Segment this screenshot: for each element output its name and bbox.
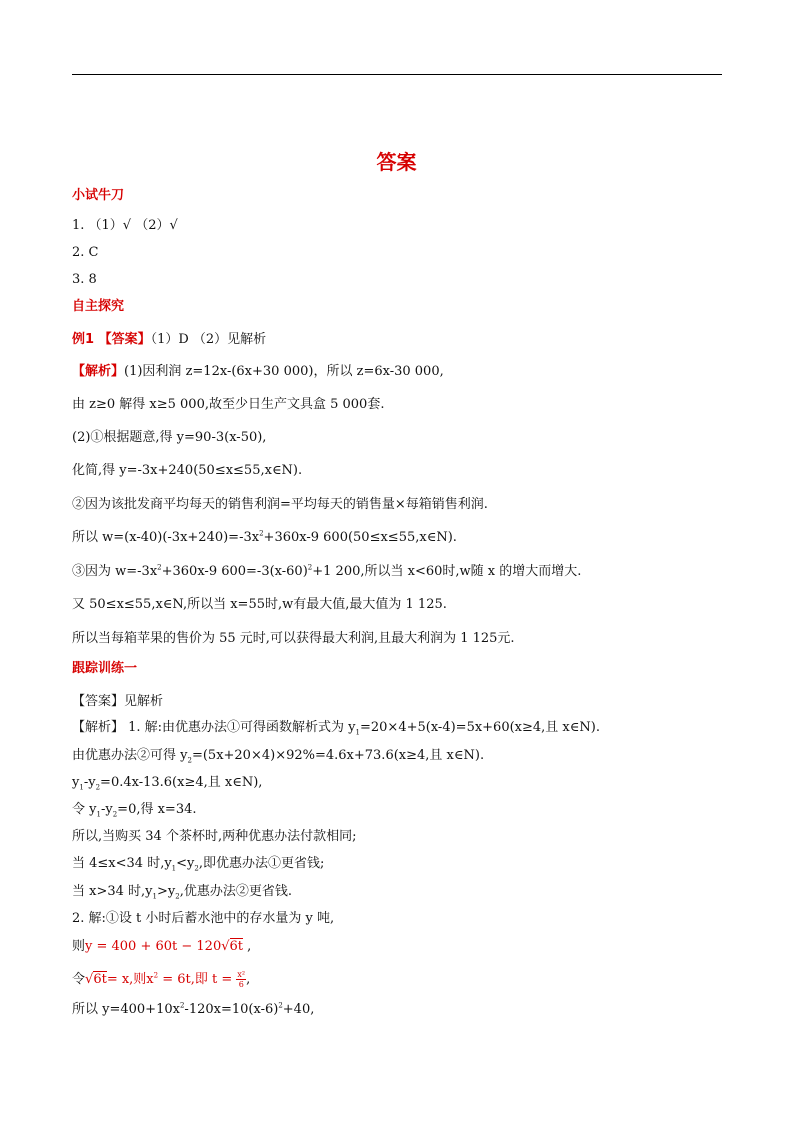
answer-line: 2. C [72, 245, 99, 260]
analysis-line: ②因为该批发商平均每天的销售利润=平均每天的销售量×每箱销售利润. [72, 497, 488, 512]
formula-line: 令√6t= x,则$x^2 = 6t$,即 t = $\frac{\text{x²}}{6}$ , [72, 970, 251, 989]
analysis-line: 化简,得 y=-3x+240(50≤x≤55,x∈N). [72, 463, 303, 478]
answer-line: 3. 8 [72, 272, 97, 287]
analysis-label: 【解析】 [72, 364, 125, 379]
analysis-line: 当 x>34 时$,y_1>y_2$,优惠办法②更省钱. [72, 884, 292, 901]
answer-line: 1. （1）√ （2）√ [72, 218, 178, 233]
section-heading: 跟踪训练一 [72, 661, 138, 676]
analysis-line: 由优惠办法②可得 $y_2=(5x+20\times 4)\times 92\%=4.6x+73.6(x\ge 4$,且 x∈N). [72, 748, 485, 765]
analysis-line: 所以 $y=400+10x^2-120x=10(x-6)^2+40$, [72, 1001, 315, 1017]
analysis-line: 所以当每箱苹果的售价为 55 元时,可以获得最大利润,且最大利润为 1 125元. [72, 631, 515, 646]
analysis-line: 又 50≤x≤55,x∈N,所以当 x=55时,w有最大值,最大值为 1 125. [72, 597, 447, 612]
header-rule [72, 74, 722, 75]
page-title: 答案 [376, 150, 417, 174]
analysis-line: $y_1-y_2=0.4x-13.6(x\ge 4$,且 x∈N), [72, 775, 263, 792]
analysis-line: 由 z≥0 解得 x≥5 000,故至少日生产文具盒 5 000套. [72, 397, 385, 412]
analysis-line: 所以 $w=(x-40)(-3x+240)=-3x^2+360x-9$ 600(50≤x≤55,x∈N). [72, 529, 457, 545]
analysis-line: 2. 解:①设 t 小时后蓄水池中的存水量为 y 吨, [72, 911, 335, 926]
section-heading: 小试牛刀 [72, 188, 125, 203]
analysis-line: ③因为 $w=-3x^2+360x-9$ $600=-3(x-60)^2+1$ 200,所以当 x<60时,w随 x 的增大而增大. [72, 563, 582, 579]
formula-line: 则y = 400 + 60t − 120√6t , [72, 939, 252, 954]
analysis-line: 所以,当购买 34 个茶杯时,两种优惠办法付款相同; [72, 829, 357, 844]
analysis-line: (2)①根据题意,得 y=90-3(x-50), [72, 430, 267, 445]
example-label: 例1 【答案】 [72, 332, 151, 347]
answer-line: 【答案】见解析 [72, 694, 164, 709]
fraction: $\frac{\text{x²}}{6}$ [237, 970, 246, 989]
example-answer: 例1 【答案】（1）D （2）见解析 [72, 332, 267, 347]
analysis-line: 【解析】(1)因利润 z=12x-(6x+30 000)，所以 z=6x-30 000, [72, 364, 444, 379]
analysis-line: 【解析】 1. 解:由优惠办法①可得函数解析式为 $y_1=20\times 4+5(x-4)=5x+60(x\ge 4$,且 x∈N). [72, 720, 600, 737]
analysis-line: 当 4≤x<34 时$,y_1<y_2$,即优惠办法①更省钱; [72, 856, 325, 873]
analysis-line: 令 $y_1-y_2=0$,得 x=34. [72, 802, 197, 819]
section-heading: 自主探究 [72, 299, 125, 314]
